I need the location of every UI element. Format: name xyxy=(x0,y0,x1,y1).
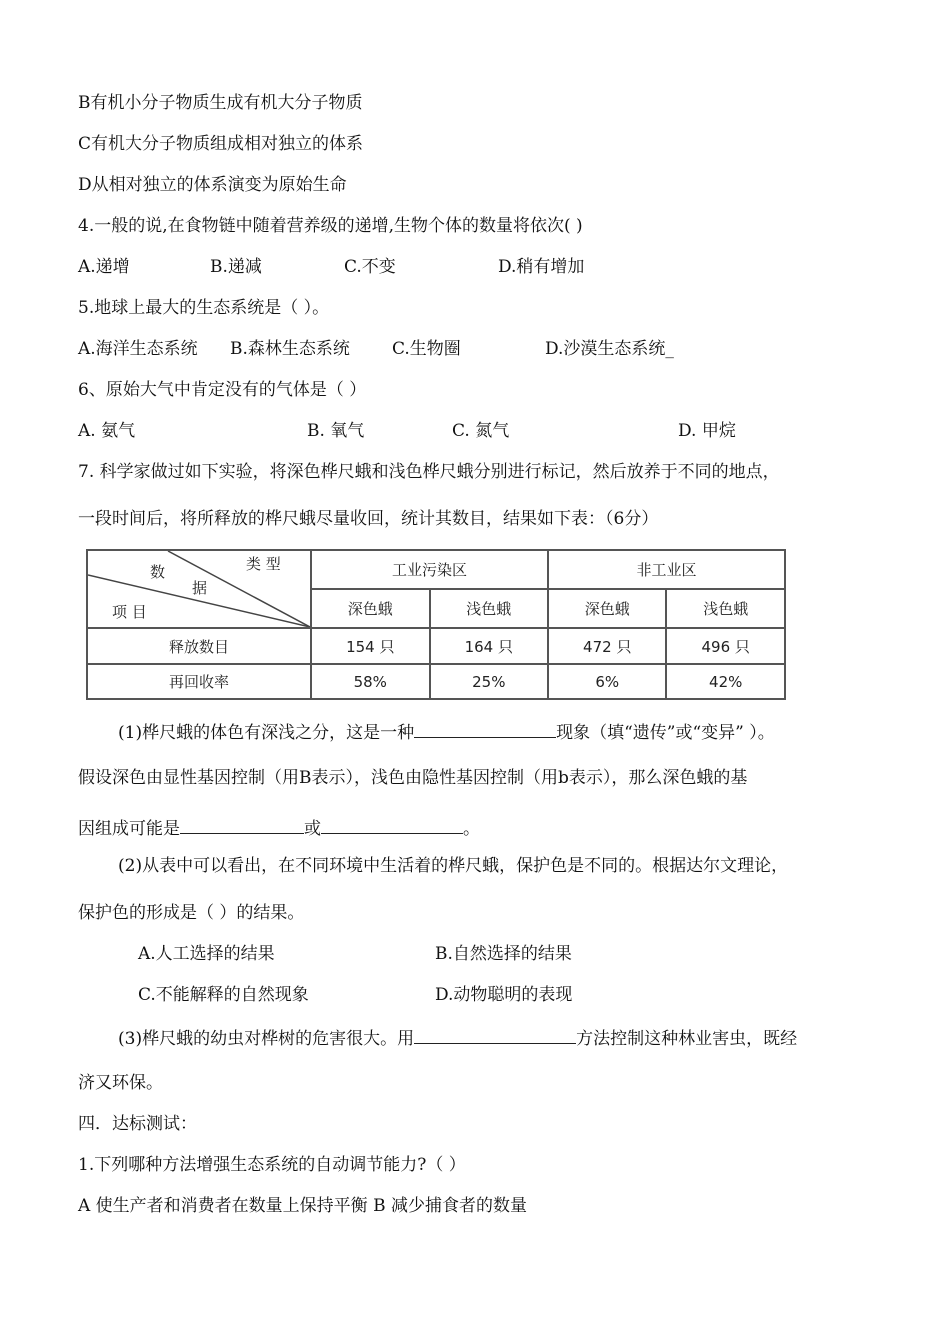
recapture-cell: 58% xyxy=(311,664,430,699)
q6-option-d: D. 甲烷 xyxy=(678,421,736,441)
q4-option-a: A.递增 xyxy=(78,257,130,277)
recapture-cell: 25% xyxy=(430,664,549,699)
col-light-moth-2: 浅色蛾 xyxy=(666,589,785,628)
header-item-label: 项 目 xyxy=(112,603,147,621)
answer-blank-1[interactable] xyxy=(414,719,556,738)
answer-blank-4[interactable] xyxy=(414,1025,576,1044)
moth-data-table xyxy=(86,549,786,700)
answer-blank-2[interactable] xyxy=(180,815,304,834)
option-c-line: C有机大分子物质组成相对独立的体系 xyxy=(78,134,364,154)
col-light-moth-1: 浅色蛾 xyxy=(430,589,549,628)
sub3-line2: 济又环保。 xyxy=(78,1073,163,1093)
q5-option-d: D.沙漠生态系统_ xyxy=(545,339,674,359)
sub1-line1 xyxy=(118,719,775,744)
col-dark-moth-2: 深色蛾 xyxy=(548,589,666,628)
recapture-cell: 42% xyxy=(666,664,785,699)
header-type-label: 类 型 xyxy=(246,555,281,573)
sub2-line2: 保护色的形成是（ ）的结果。 xyxy=(78,903,305,923)
sub3-text-b: 方法控制这种林业害虫，既经 xyxy=(576,1029,798,1049)
question-5: 5.地球上最大的生态系统是（ ）。 xyxy=(78,298,330,318)
question-7-line1: 7. 科学家做过如下实验，将深色桦尺蛾和浅色桦尺蛾分别进行标记，然后放养于不同的地点， xyxy=(78,462,780,482)
q4-option-b: B.递减 xyxy=(210,257,262,277)
release-cell: 154 只 xyxy=(311,628,430,664)
sub2-option-d: D.动物聪明的表现 xyxy=(435,985,573,1005)
section-4-q1-options: A 使生产者和消费者在数量上保持平衡 B 减少捕食者的数量 xyxy=(78,1196,527,1216)
question-7-line2: 一段时间后，将所释放的桦尺蛾尽量收回，统计其数目，结果如下表：（6分） xyxy=(78,509,659,529)
option-d-line: D从相对独立的体系演变为原始生命 xyxy=(78,175,347,195)
sub1-text-e: 。 xyxy=(463,819,480,839)
q6-option-b: B. 氧气 xyxy=(307,421,365,441)
sub2-option-c: C.不能解释的自然现象 xyxy=(138,985,309,1005)
recapture-cell: 6% xyxy=(548,664,666,699)
group-nonindustrial: 非工业区 xyxy=(548,550,785,589)
section-4-title: 四．达标测试： xyxy=(78,1114,197,1134)
release-cell: 472 只 xyxy=(548,628,666,664)
sub2-option-b: B.自然选择的结果 xyxy=(435,944,572,964)
sub1-text-b: 现象（填“遗传”或“变异” ）。 xyxy=(556,723,775,743)
col-dark-moth-1: 深色蛾 xyxy=(311,589,430,628)
sub2-line1: (2)从表中可以看出，在不同环境中生活着的桦尺蛾，保护色是不同的。根据达尔文理论， xyxy=(118,856,789,876)
q5-option-b: B.森林生态系统 xyxy=(230,339,350,359)
section-4-question-1: 1.下列哪种方法增强生态系统的自动调节能力?（ ） xyxy=(78,1155,466,1175)
q6-option-c: C. 氮气 xyxy=(452,421,510,441)
sub1-line2: 假设深色由显性基因控制（用B表示），浅色由隐性基因控制（用b表示），那么深色蛾的基 xyxy=(78,768,748,788)
question-4: 4.一般的说,在食物链中随着营养级的递增,生物个体的数量将依次( ) xyxy=(78,216,583,236)
sub1-text-c: 因组成可能是 xyxy=(78,819,180,839)
release-cell: 164 只 xyxy=(430,628,549,664)
sub1-line3 xyxy=(78,815,480,840)
diagonal-header-cell xyxy=(87,550,311,628)
release-cell: 496 只 xyxy=(666,628,785,664)
q4-option-c: C.不变 xyxy=(344,257,396,277)
header-data-label-2: 据 xyxy=(192,579,208,597)
group-industrial: 工业污染区 xyxy=(311,550,548,589)
row-release-label: 释放数目 xyxy=(87,628,311,664)
q5-option-a: A.海洋生态系统 xyxy=(78,339,198,359)
option-b-line: B有机小分子物质生成有机大分子物质 xyxy=(78,93,363,113)
sub1-text-d: 或 xyxy=(304,819,321,839)
answer-blank-3[interactable] xyxy=(321,815,463,834)
sub3-line1 xyxy=(118,1025,797,1050)
sub2-option-a: A.人工选择的结果 xyxy=(138,944,275,964)
sub1-text-a: (1)桦尺蛾的体色有深浅之分，这是一种 xyxy=(118,723,415,743)
sub3-text-a: (3)桦尺蛾的幼虫对桦树的危害很大。用 xyxy=(118,1029,415,1049)
q4-option-d: D.稍有增加 xyxy=(498,257,585,277)
question-6: 6、原始大气中肯定没有的气体是（ ） xyxy=(78,380,367,400)
row-recapture-label: 再回收率 xyxy=(87,664,311,699)
header-data-label: 数 xyxy=(150,563,166,581)
q5-option-c: C.生物圈 xyxy=(392,339,461,359)
q6-option-a: A. 氨气 xyxy=(78,421,136,441)
